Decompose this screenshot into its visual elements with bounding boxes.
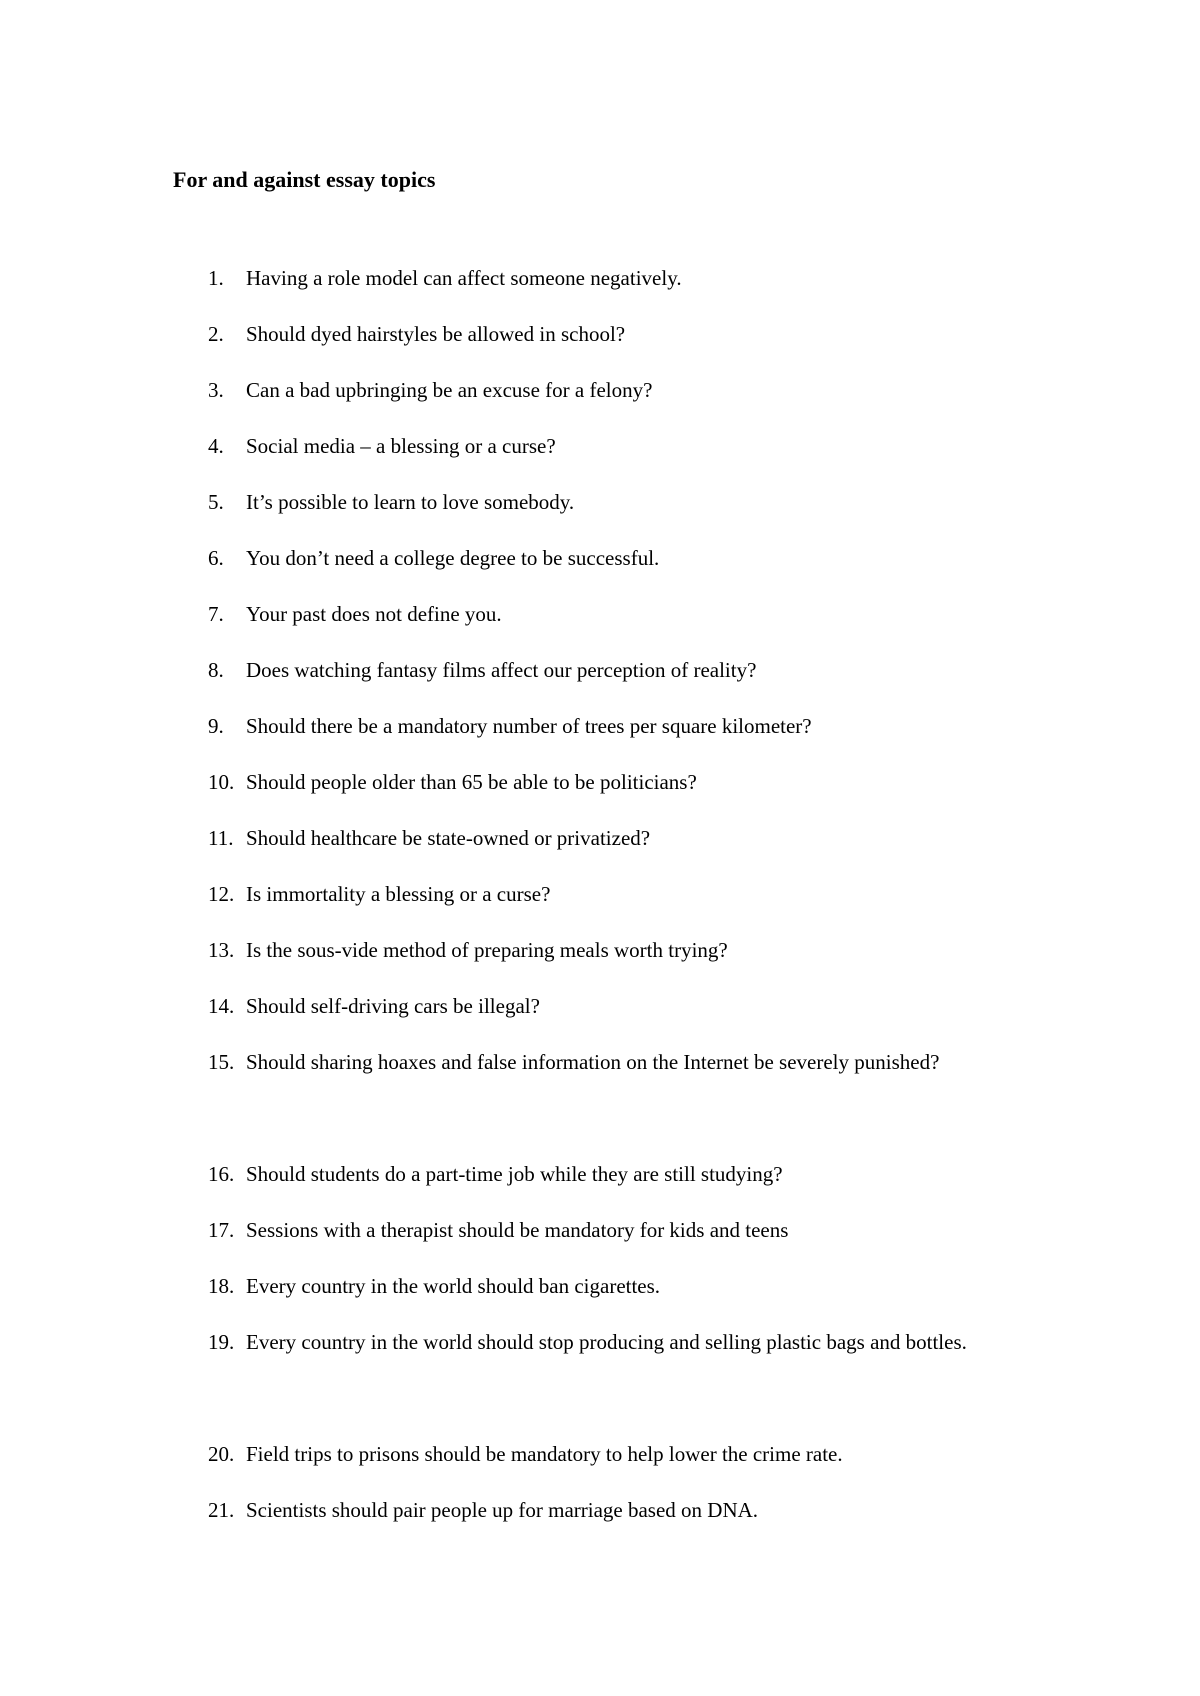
document-title: For and against essay topics (173, 167, 436, 192)
list-item (0, 1426, 1200, 1482)
list-item-number: 10. (208, 770, 235, 794)
list-item (0, 1034, 1200, 1146)
list-item-text: Should sharing hoaxes and false information on the Internet be severely punished? (246, 1050, 940, 1074)
list-item (0, 810, 1200, 866)
list-item-number: 2. (208, 322, 224, 346)
list-item (0, 362, 1200, 418)
list-item (0, 1258, 1200, 1314)
topic-list (0, 250, 1200, 1538)
list-item-number: 17. (208, 1218, 235, 1242)
list-item-number: 5. (208, 490, 224, 514)
list-item-text: Is immortality a blessing or a curse? (246, 882, 551, 906)
list-item-number: 21. (208, 1498, 235, 1522)
list-item-number: 7. (208, 602, 224, 626)
list-item (0, 754, 1200, 810)
list-item-number: 16. (208, 1162, 235, 1186)
list-item-number: 3. (208, 378, 224, 402)
list-item-text: Should people older than 65 be able to be politicians? (246, 770, 697, 794)
list-item (0, 698, 1200, 754)
list-item-number: 12. (208, 882, 235, 906)
list-item-text: Social media – a blessing or a curse? (246, 434, 556, 458)
list-item (0, 1202, 1200, 1258)
list-item-text: Your past does not define you. (246, 602, 502, 626)
list-item-text: Should healthcare be state-owned or privatized? (246, 826, 651, 850)
list-item-text: Sessions with a therapist should be mandatory for kids and teens (246, 1218, 789, 1242)
list-item-text: Is the sous-vide method of preparing meals worth trying? (246, 938, 728, 962)
list-item (0, 250, 1200, 306)
list-item (0, 1314, 1200, 1426)
list-item (0, 978, 1200, 1034)
list-item-text: Does watching fantasy films affect our perception of reality? (246, 658, 757, 682)
list-item (0, 418, 1200, 474)
list-item-number: 14. (208, 994, 235, 1018)
list-item-number: 13. (208, 938, 235, 962)
list-item-text: Every country in the world should stop producing and selling plastic bags and bottles. (246, 1330, 967, 1354)
list-item-text: You don’t need a college degree to be successful. (246, 546, 660, 570)
list-item-number: 11. (208, 826, 234, 850)
list-item (0, 306, 1200, 362)
list-item-text: Should there be a mandatory number of trees per square kilometer? (246, 714, 812, 738)
list-item-text: Scientists should pair people up for marriage based on DNA. (246, 1498, 759, 1522)
list-item (0, 866, 1200, 922)
list-item-number: 8. (208, 658, 224, 682)
list-item-number: 19. (208, 1330, 235, 1354)
list-item-text: Should students do a part-time job while they are still studying? (246, 1162, 783, 1186)
list-item-text: Should dyed hairstyles be allowed in school? (246, 322, 626, 346)
list-item (0, 586, 1200, 642)
list-item-text: Can a bad upbringing be an excuse for a felony? (246, 378, 653, 402)
list-item-text: Every country in the world should ban cigarettes. (246, 1274, 661, 1298)
list-item (0, 474, 1200, 530)
list-item-text: It’s possible to learn to love somebody. (246, 490, 575, 514)
list-item-number: 4. (208, 434, 224, 458)
list-item-number: 9. (208, 714, 224, 738)
list-item-number: 20. (208, 1442, 235, 1466)
list-item-number: 18. (208, 1274, 235, 1298)
list-item (0, 922, 1200, 978)
list-item-text: Having a role model can affect someone negatively. (246, 266, 682, 290)
list-item-number: 6. (208, 546, 224, 570)
list-item-text: Should self-driving cars be illegal? (246, 994, 540, 1018)
list-item-number: 1. (208, 266, 224, 290)
list-item (0, 530, 1200, 586)
list-item (0, 642, 1200, 698)
list-item (0, 1146, 1200, 1202)
list-item-text: Field trips to prisons should be mandatory to help lower the crime rate. (246, 1442, 843, 1466)
list-item (0, 1482, 1200, 1538)
list-item-number: 15. (208, 1050, 235, 1074)
